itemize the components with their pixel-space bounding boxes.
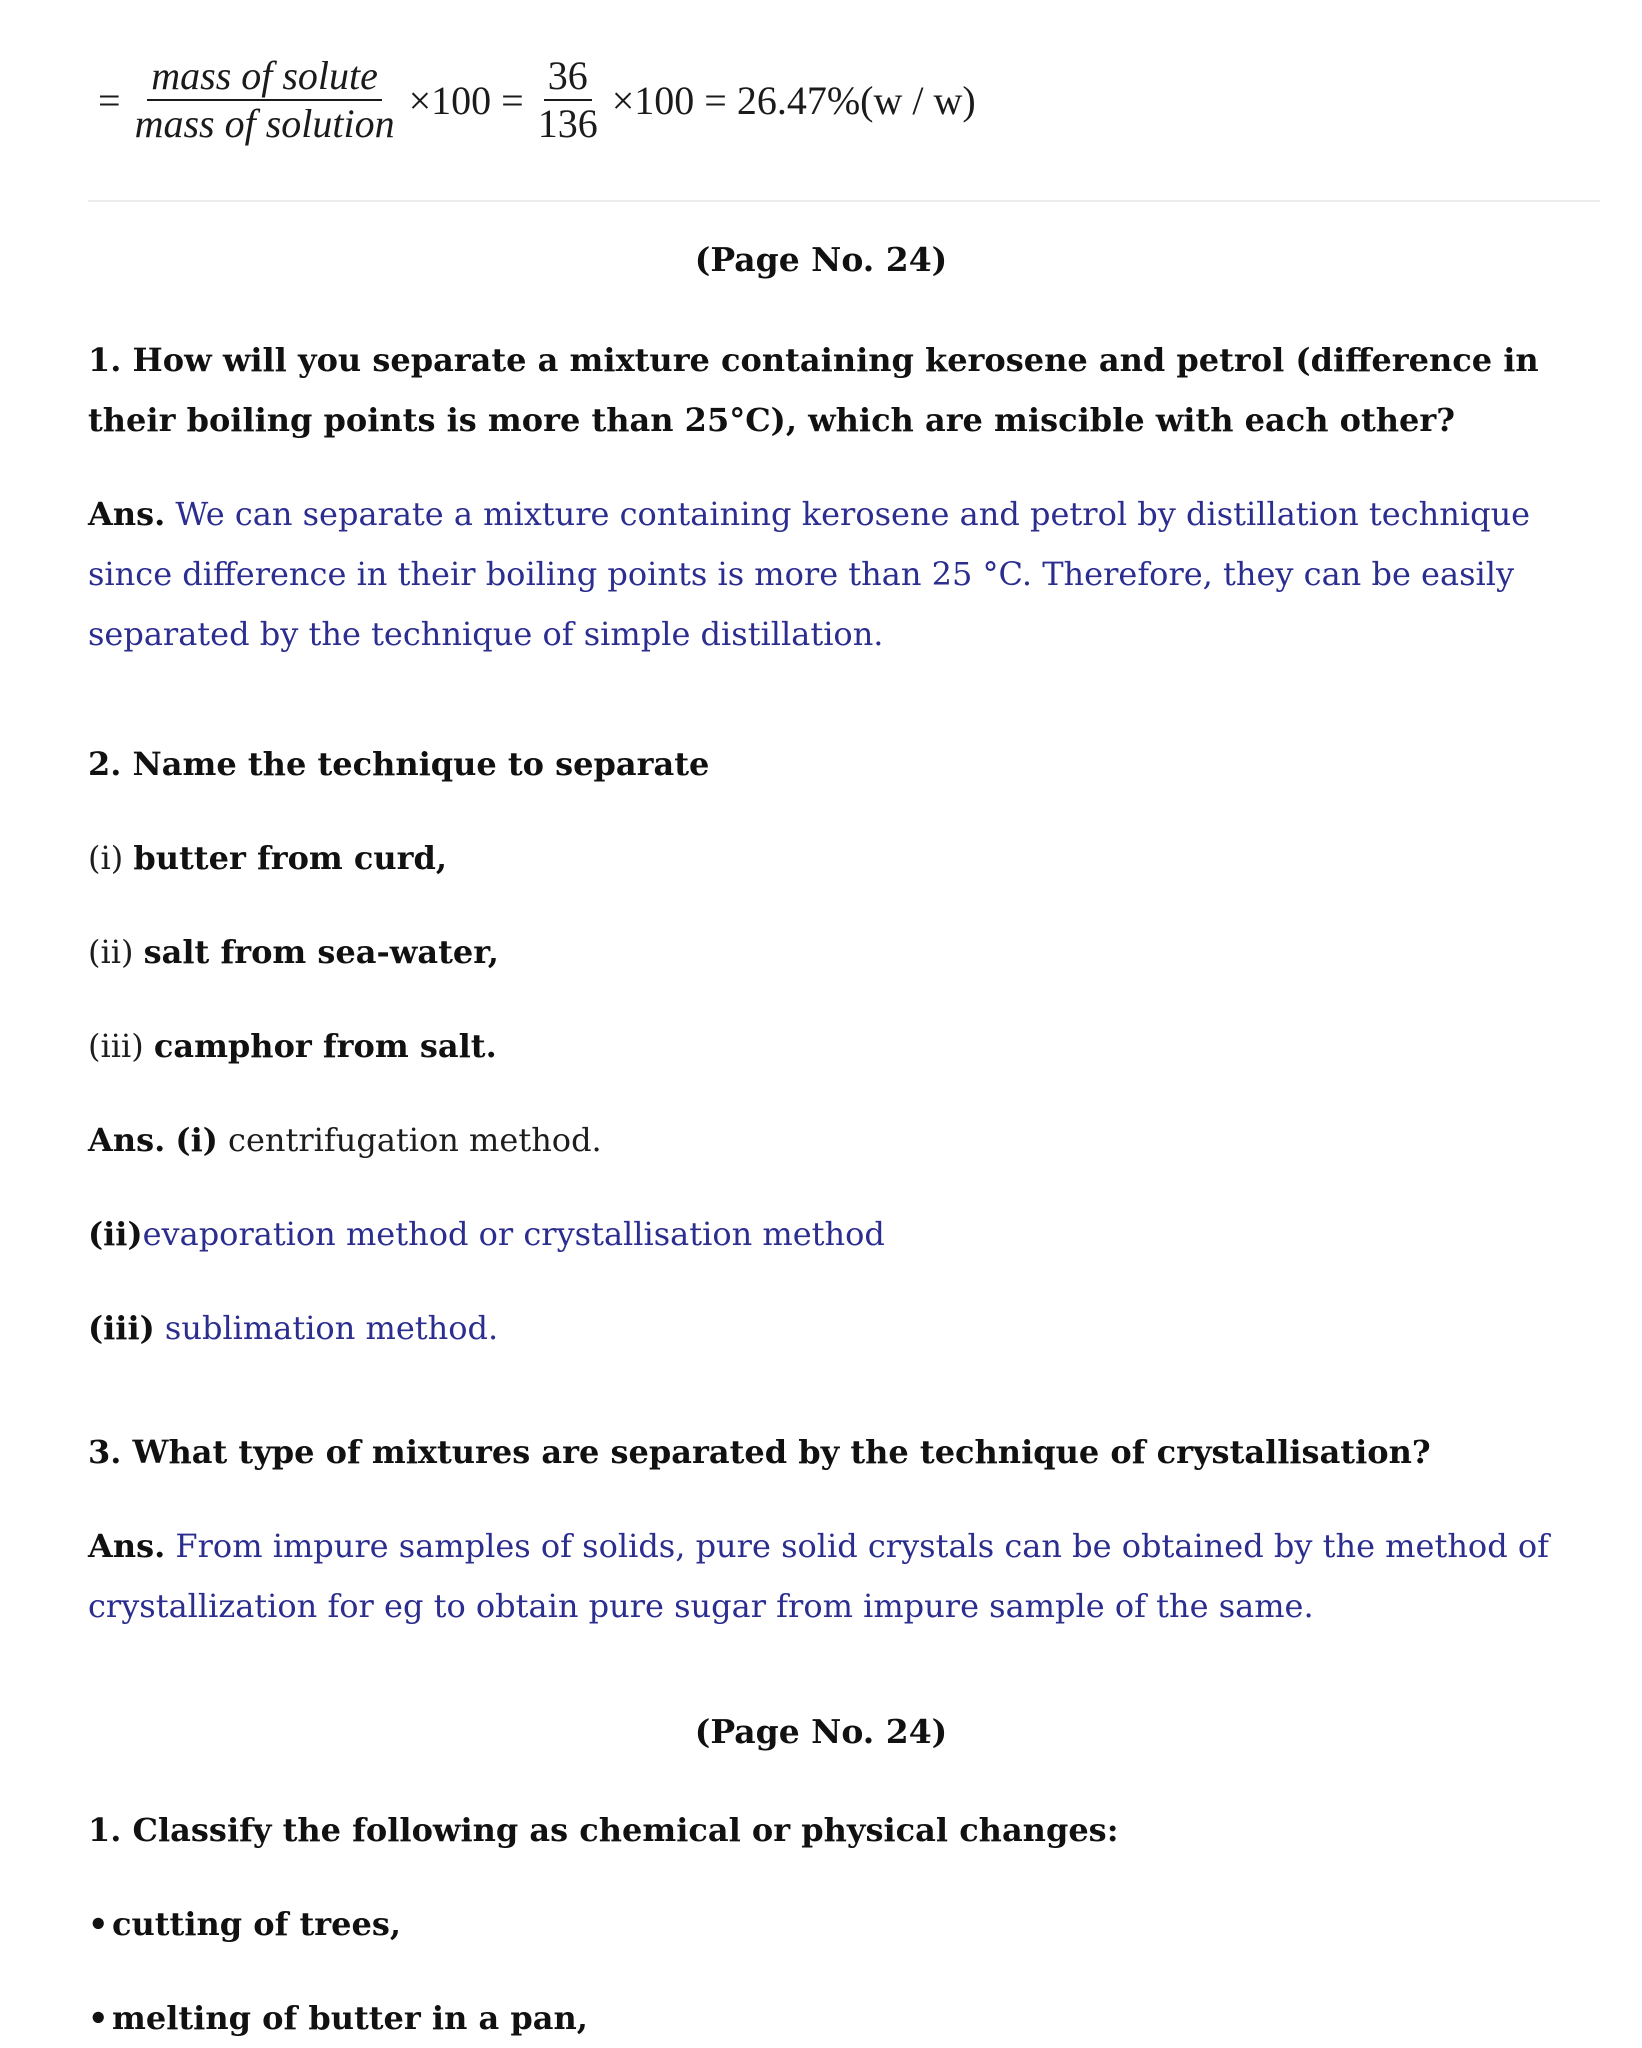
page-number-heading-2: (Page No. 24) bbox=[694, 1712, 948, 1751]
answer-1 bbox=[88, 484, 1578, 664]
formula-result: ×100 = 26.47%(w / w) bbox=[611, 77, 976, 123]
answer-3-text: From impure samples of solids, pure solid crystals can be obtained by the method of crystallization for eg to obtain pure sugar from impure sample of the same. bbox=[88, 1527, 1549, 1625]
item-number: (i) bbox=[88, 839, 124, 877]
formula-fraction-symbolic bbox=[131, 53, 399, 147]
item-number: (iii) bbox=[88, 1027, 144, 1065]
answer-label: Ans. bbox=[88, 1121, 166, 1159]
bullet-item-2 bbox=[88, 1988, 1578, 2048]
bullet-dot-icon: • bbox=[88, 1905, 109, 1943]
answer-2-item-2 bbox=[88, 1204, 1578, 1264]
answer-label: Ans. bbox=[88, 1527, 166, 1565]
answer-2-item-1 bbox=[88, 1110, 1578, 1170]
formula-numerator-text: mass of solute bbox=[147, 53, 382, 101]
formula-equals: = bbox=[98, 77, 121, 123]
answer-number: (ii) bbox=[88, 1215, 143, 1253]
question-2-techniques: 2. Name the technique to separate bbox=[88, 745, 710, 783]
answer-number: (iii) bbox=[88, 1309, 155, 1347]
formula-numerator-value: 36 bbox=[544, 53, 592, 101]
answer-2-item-3 bbox=[88, 1298, 1578, 1358]
answer-label: Ans. bbox=[88, 495, 166, 533]
bullet-text: melting of butter in a pan, bbox=[112, 1999, 588, 2037]
item-text: salt from sea-water, bbox=[143, 933, 499, 971]
answer-3 bbox=[88, 1516, 1578, 1636]
question-2-item-1 bbox=[88, 828, 1578, 888]
formula-multiply-1: ×100 = bbox=[408, 77, 524, 123]
formula-denominator-value: 136 bbox=[537, 101, 598, 146]
question-1-kerosene-petrol: 1. How will you separate a mixture containing kerosene and petrol (difference in their boiling points is more than 25°C), which are miscible with each other? bbox=[88, 341, 1539, 439]
page-number-heading-1: (Page No. 24) bbox=[694, 240, 948, 279]
bullet-dot-icon: • bbox=[88, 1999, 109, 2037]
item-text: camphor from salt. bbox=[153, 1027, 497, 1065]
bullet-item-1 bbox=[88, 1894, 1578, 1954]
item-number: (ii) bbox=[88, 933, 134, 971]
answer-1-text: We can separate a mixture containing kerosene and petrol by distillation technique since difference in their boiling points is more than 25 °C. Therefore, they can be easily separated by the technique of simple distillation. bbox=[88, 495, 1531, 653]
divider-line bbox=[88, 200, 1600, 202]
formula-denominator-text: mass of solution bbox=[134, 101, 395, 146]
question-2-item-2 bbox=[88, 922, 1578, 982]
answer-text: sublimation method. bbox=[164, 1309, 499, 1347]
question-2-item-3 bbox=[88, 1016, 1578, 1076]
formula-fraction-numeric bbox=[534, 53, 602, 147]
concentration-formula bbox=[92, 40, 982, 160]
answer-text: evaporation method or crystallisation method bbox=[142, 1215, 885, 1253]
answer-number: (i) bbox=[175, 1121, 218, 1159]
question-3-crystallisation: 3. What type of mixtures are separated by the technique of crystallisation? bbox=[88, 1433, 1431, 1471]
question-classify-changes: 1. Classify the following as chemical or physical changes: bbox=[88, 1811, 1119, 1849]
bullet-text: cutting of trees, bbox=[112, 1905, 402, 1943]
item-text: butter from curd, bbox=[133, 839, 448, 877]
answer-text: centrifugation method. bbox=[228, 1121, 602, 1159]
